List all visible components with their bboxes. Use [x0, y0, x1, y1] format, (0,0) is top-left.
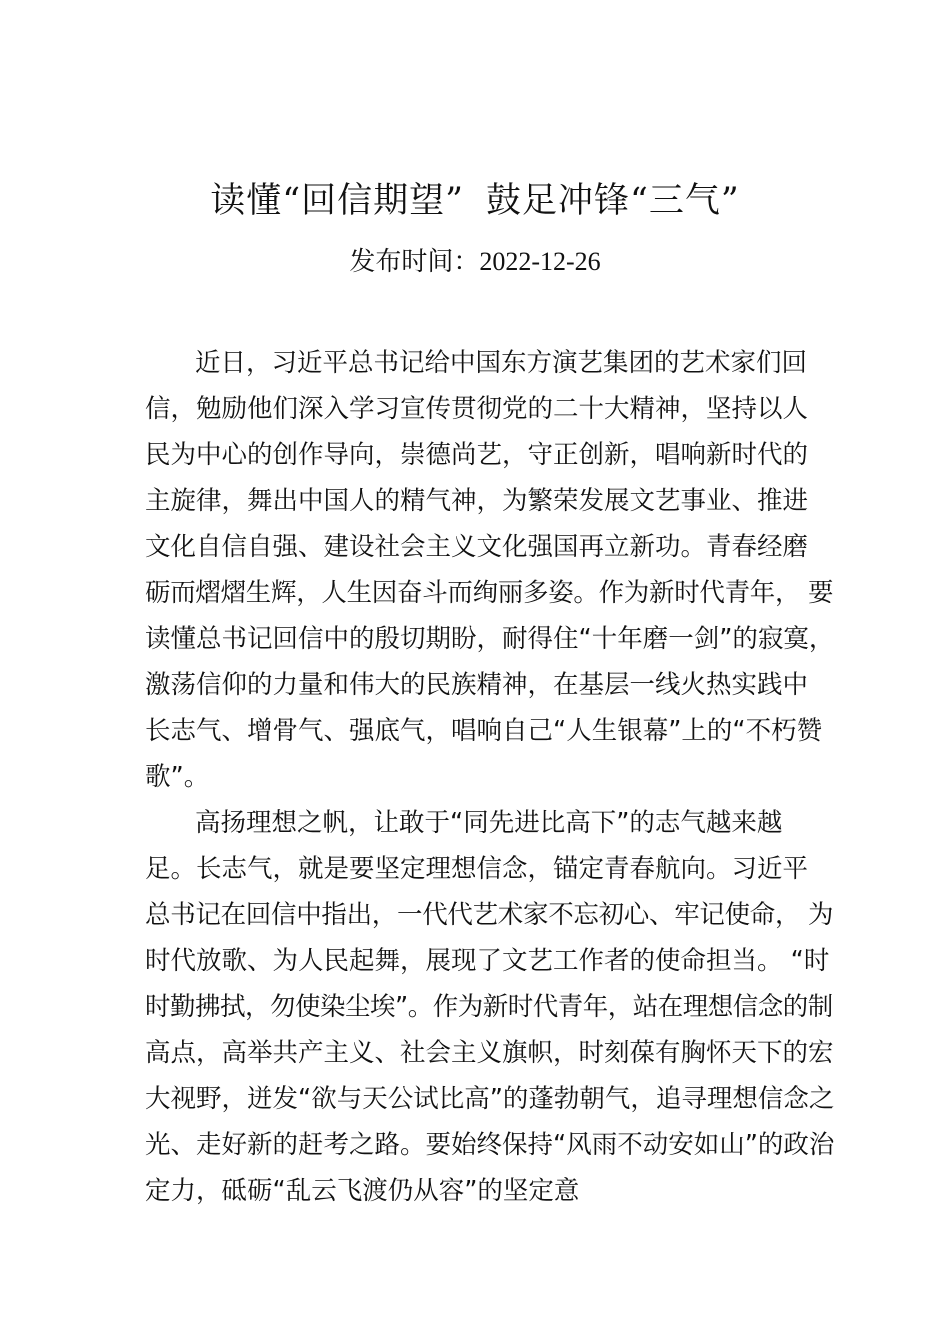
- text-line: 时代放歌、为人民起舞，展现了文艺工作者的使命担当。 “时: [145, 946, 830, 976]
- publish-date: [0, 244, 950, 280]
- text-line: 读懂总书记回信中的殷切期盼，耐得住“十年磨一剑”的寂寞，: [145, 624, 835, 654]
- publish-date-value: 2022-12-26: [479, 247, 601, 276]
- text-line: 砺而熠熠生辉，人生因奋斗而绚丽多姿。作为新时代青年， 要: [145, 578, 834, 608]
- text-line: 光、走好新的赶考之路。要始终保持“风雨不动安如山”的政治: [145, 1130, 835, 1160]
- text-line: 总书记在回信中指出，一代代艺术家不忘初心、牢记使命， 为: [145, 900, 834, 930]
- text-line: 长志气、增骨气、强底气，唱响自己“人生银幕”上的“不朽赞: [145, 716, 823, 746]
- text-line: 信，勉励他们深入学习宣传贯彻党的二十大精神，坚持以人: [145, 394, 809, 424]
- text-line: 高扬理想之帆，让敢于“同先进比高下”的志气越来越: [195, 808, 783, 838]
- title-part-2: 鼓足冲锋“三气”: [486, 181, 740, 221]
- text-line: 定力，砥砺“乱云飞渡仍从容”的坚定意: [145, 1176, 580, 1206]
- text-line: 主旋律，舞出中国人的精气神，为繁荣发展文艺事业、推进: [145, 486, 809, 516]
- text-line: 激荡信仰的力量和伟大的民族精神，在基层一线火热实践中: [145, 670, 809, 700]
- text-line: 大视野，迸发“欲与天公试比高”的蓬勃朝气，追寻理想信念之: [145, 1084, 835, 1114]
- text-line: 足。长志气，就是要坚定理想信念，锚定青春航向。习近平: [145, 854, 809, 884]
- article-body: [145, 340, 835, 1214]
- article-title: [0, 176, 950, 226]
- paragraph-2: [145, 800, 835, 1214]
- text-line: 歌”。: [145, 762, 210, 792]
- paragraph-1: [145, 340, 835, 800]
- text-line: 近日，习近平总书记给中国东方演艺集团的艺术家们回: [195, 348, 808, 378]
- text-line: 高点，高举共产主义、社会主义旗帜，时刻葆有胸怀天下的宏: [145, 1038, 834, 1068]
- text-line: 时勤拂拭，勿使染尘埃”。作为新时代青年，站在理想信念的制: [145, 992, 833, 1022]
- title-part-1: 读懂“回信期望”: [210, 181, 464, 221]
- text-line: 文化自信自强、建设社会主义文化强国再立新功。青春经磨: [145, 532, 809, 562]
- text-line: 民为中心的创作导向，崇德尚艺，守正创新，唱响新时代的: [145, 440, 809, 470]
- publish-date-label: 发布时间：: [349, 247, 480, 277]
